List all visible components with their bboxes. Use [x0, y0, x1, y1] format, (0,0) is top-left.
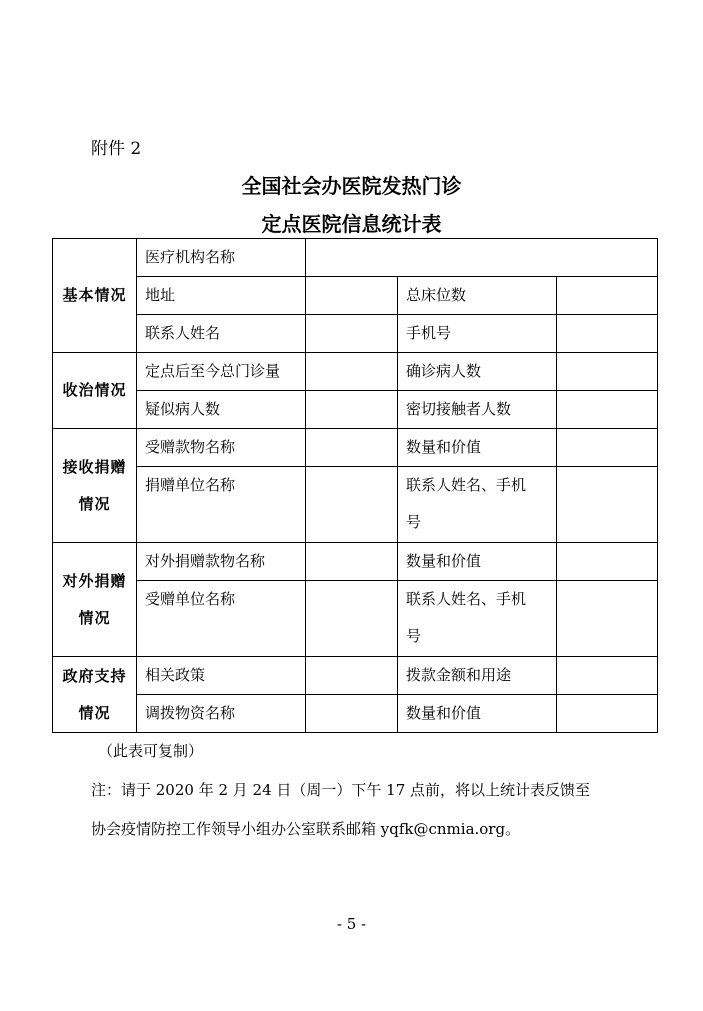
input-contact-name[interactable]	[306, 315, 398, 353]
input-materials[interactable]	[306, 695, 398, 733]
label-line: 号	[406, 627, 422, 645]
input-recipient-unit[interactable]	[306, 581, 398, 657]
label-contact-name: 联系人姓名	[137, 315, 306, 353]
title-line-1: 全国社会办医院发热门诊	[241, 174, 462, 198]
input-funding[interactable]	[557, 657, 658, 695]
label-confirmed: 确诊病人数	[398, 353, 557, 391]
statistics-table	[52, 238, 658, 733]
table-row	[53, 239, 658, 277]
table-row	[53, 657, 658, 695]
label-line: 联系人姓名、手机	[406, 476, 527, 494]
input-received-qty-value[interactable]	[557, 429, 658, 467]
input-institution-name[interactable]	[306, 239, 658, 277]
label-close-contacts: 密切接触者人数	[398, 391, 557, 429]
category-basic: 基本情况	[53, 239, 137, 353]
input-recipient-contact[interactable]	[557, 581, 658, 657]
input-external-item-name[interactable]	[306, 543, 398, 581]
label-materials: 调拨物资名称	[137, 695, 306, 733]
label-suspected: 疑似病人数	[137, 391, 306, 429]
label-funding: 拨款金额和用途	[398, 657, 557, 695]
category-admission: 收治情况	[53, 353, 137, 429]
label-donor-contact	[398, 467, 557, 543]
input-received-item-name[interactable]	[306, 429, 398, 467]
page-number: - 5 -	[336, 915, 367, 933]
label-external-qty-value: 数量和价值	[398, 543, 557, 581]
input-donor-unit[interactable]	[306, 467, 398, 543]
table-row	[53, 277, 658, 315]
label-recipient-contact	[398, 581, 557, 657]
label-policy: 相关政策	[137, 657, 306, 695]
label-received-qty-value: 数量和价值	[398, 429, 557, 467]
label-government-qty-value: 数量和价值	[398, 695, 557, 733]
input-policy[interactable]	[306, 657, 398, 695]
category-donations-external	[53, 543, 137, 657]
category-donations-received	[53, 429, 137, 543]
category-line: 情况	[78, 494, 111, 513]
title-line-2: 定点医院信息统计表	[261, 212, 442, 236]
label-mobile: 手机号	[398, 315, 557, 353]
attachment-label: 附件 2	[91, 139, 142, 159]
input-total-beds[interactable]	[557, 277, 658, 315]
note-line-2: 协会疫情防控工作领导小组办公室联系邮箱 yqfk@cnmia.org。	[91, 820, 521, 838]
label-recipient-unit: 受赠单位名称	[137, 581, 306, 657]
label-institution-name: 医疗机构名称	[137, 239, 306, 277]
input-confirmed[interactable]	[557, 353, 658, 391]
note-line-1: 注：请于 2020 年 2 月 24 日（周一）下午 17 点前，将以上统计表反馈至	[91, 781, 591, 799]
label-donor-unit: 捐赠单位名称	[137, 467, 306, 543]
table-row	[53, 391, 658, 429]
label-outpatient-total: 定点后至今总门诊量	[137, 353, 306, 391]
table-row	[53, 581, 658, 657]
category-government	[53, 657, 137, 733]
table-row	[53, 695, 658, 733]
label-received-item-name: 受赠款物名称	[137, 429, 306, 467]
table-row	[53, 543, 658, 581]
category-line: 情况	[78, 703, 111, 722]
label-address: 地址	[137, 277, 306, 315]
label-total-beds: 总床位数	[398, 277, 557, 315]
category-line: 对外捐赠	[62, 571, 127, 590]
input-address[interactable]	[306, 277, 398, 315]
copy-note: （此表可复制）	[98, 742, 204, 760]
input-donor-contact[interactable]	[557, 467, 658, 543]
input-mobile[interactable]	[557, 315, 658, 353]
input-close-contacts[interactable]	[557, 391, 658, 429]
input-external-qty-value[interactable]	[557, 543, 658, 581]
table-row	[53, 315, 658, 353]
label-external-item-name: 对外捐赠款物名称	[137, 543, 306, 581]
category-line: 情况	[78, 608, 111, 627]
input-suspected[interactable]	[306, 391, 398, 429]
table-row	[53, 353, 658, 391]
table-row	[53, 429, 658, 467]
label-line: 联系人姓名、手机	[406, 590, 527, 608]
category-line: 政府支持	[62, 666, 127, 685]
input-government-qty-value[interactable]	[557, 695, 658, 733]
category-line: 接收捐赠	[62, 457, 127, 476]
label-line: 号	[406, 513, 422, 531]
table-row	[53, 467, 658, 543]
input-outpatient-total[interactable]	[306, 353, 398, 391]
